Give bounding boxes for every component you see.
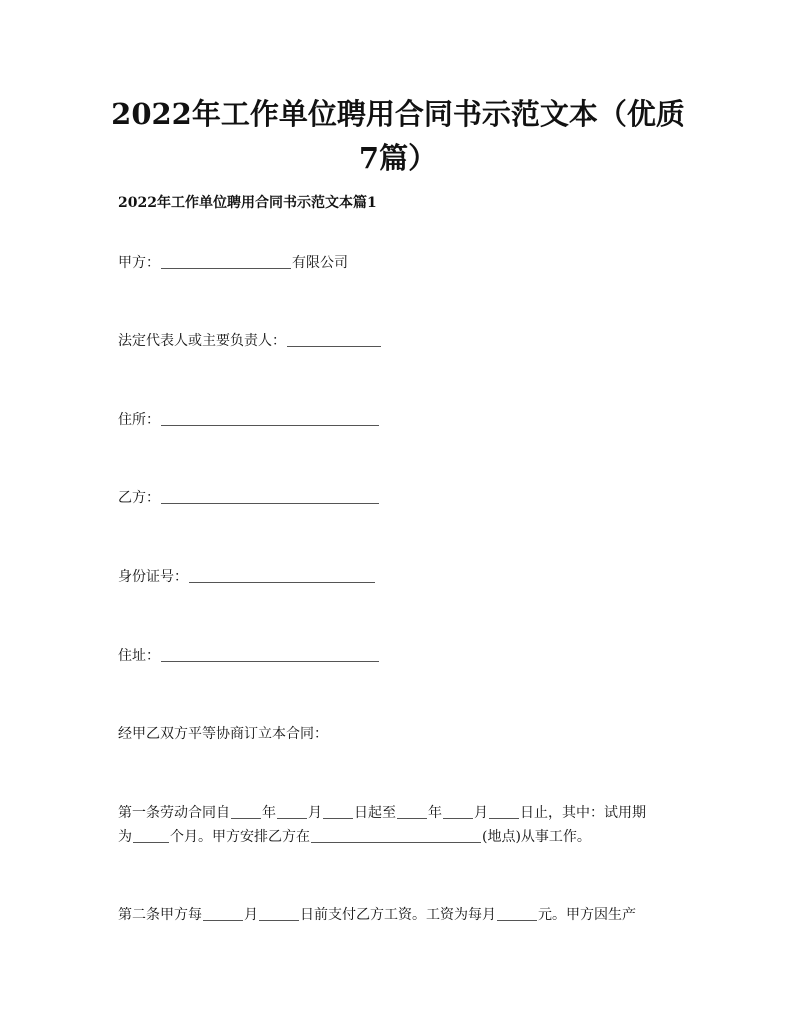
article-1-day-2: 日止，其中：试用期 (520, 805, 646, 821)
party-a-line (118, 252, 348, 274)
article-1-line-2 (118, 826, 591, 848)
id-number-label: 身份证号： (118, 569, 188, 585)
end-day-blank[interactable] (489, 804, 519, 819)
article-1-text-start: 第一条劳动合同自 (118, 805, 230, 821)
work-location-blank[interactable] (311, 828, 481, 843)
party-b-label: 乙方： (118, 490, 160, 506)
article-2-text-start: 第二条甲方每 (118, 907, 202, 923)
start-day-blank[interactable] (323, 804, 353, 819)
start-year-blank[interactable] (231, 804, 261, 819)
article-1-months-text: 个月。甲方安排乙方在 (170, 829, 310, 845)
article-2-day-text: 日前支付乙方工资。工资为每月 (300, 907, 496, 923)
id-number-line (118, 566, 376, 588)
party-b-line (118, 487, 380, 509)
section-heading: 2022年工作单位聘用合同书示范文本篇1 (118, 195, 377, 211)
party-a-blank[interactable] (161, 254, 291, 269)
article-1-month-2: 月 (474, 805, 488, 821)
probation-months-blank[interactable] (133, 828, 169, 843)
article-1-line-1 (118, 802, 646, 824)
address-b-blank[interactable] (161, 647, 379, 662)
end-year-blank[interactable] (397, 804, 427, 819)
legal-rep-label: 法定代表人或主要负责人： (118, 333, 286, 349)
party-a-label: 甲方： (118, 255, 160, 271)
party-a-suffix: 有限公司 (292, 255, 348, 271)
salary-amount-blank[interactable] (497, 906, 537, 921)
legal-rep-line (118, 330, 382, 352)
intro-line: 经甲乙双方平等协商订立本合同： (118, 726, 328, 742)
address-b-label: 住址： (118, 648, 160, 664)
article-2-month-text: 月 (244, 907, 258, 923)
id-number-blank[interactable] (189, 568, 375, 583)
article-1-year-2: 年 (428, 805, 442, 821)
article-2-line-1 (118, 904, 636, 926)
address-a-blank[interactable] (161, 411, 379, 426)
article-1-probation-prefix: 为 (118, 829, 132, 845)
document-title-line-1: 2022年工作单位聘用合同书示范文本（优质 (111, 97, 685, 131)
pay-day-blank[interactable] (259, 906, 299, 921)
end-month-blank[interactable] (443, 804, 473, 819)
address-b-line (118, 645, 380, 667)
article-1-month-1: 月 (308, 805, 322, 821)
party-b-blank[interactable] (161, 489, 379, 504)
article-1-day-1: 日起至 (354, 805, 396, 821)
article-2-yuan-text: 元。甲方因生产 (538, 907, 636, 923)
address-a-label: 住所： (118, 412, 160, 428)
legal-rep-blank[interactable] (287, 332, 381, 347)
document-title-line-2: 7篇） (358, 141, 438, 175)
article-1-year-1: 年 (262, 805, 276, 821)
pay-month-blank[interactable] (203, 906, 243, 921)
address-a-line (118, 409, 380, 431)
start-month-blank[interactable] (277, 804, 307, 819)
article-1-location-text: (地点)从事工作。 (482, 829, 591, 845)
